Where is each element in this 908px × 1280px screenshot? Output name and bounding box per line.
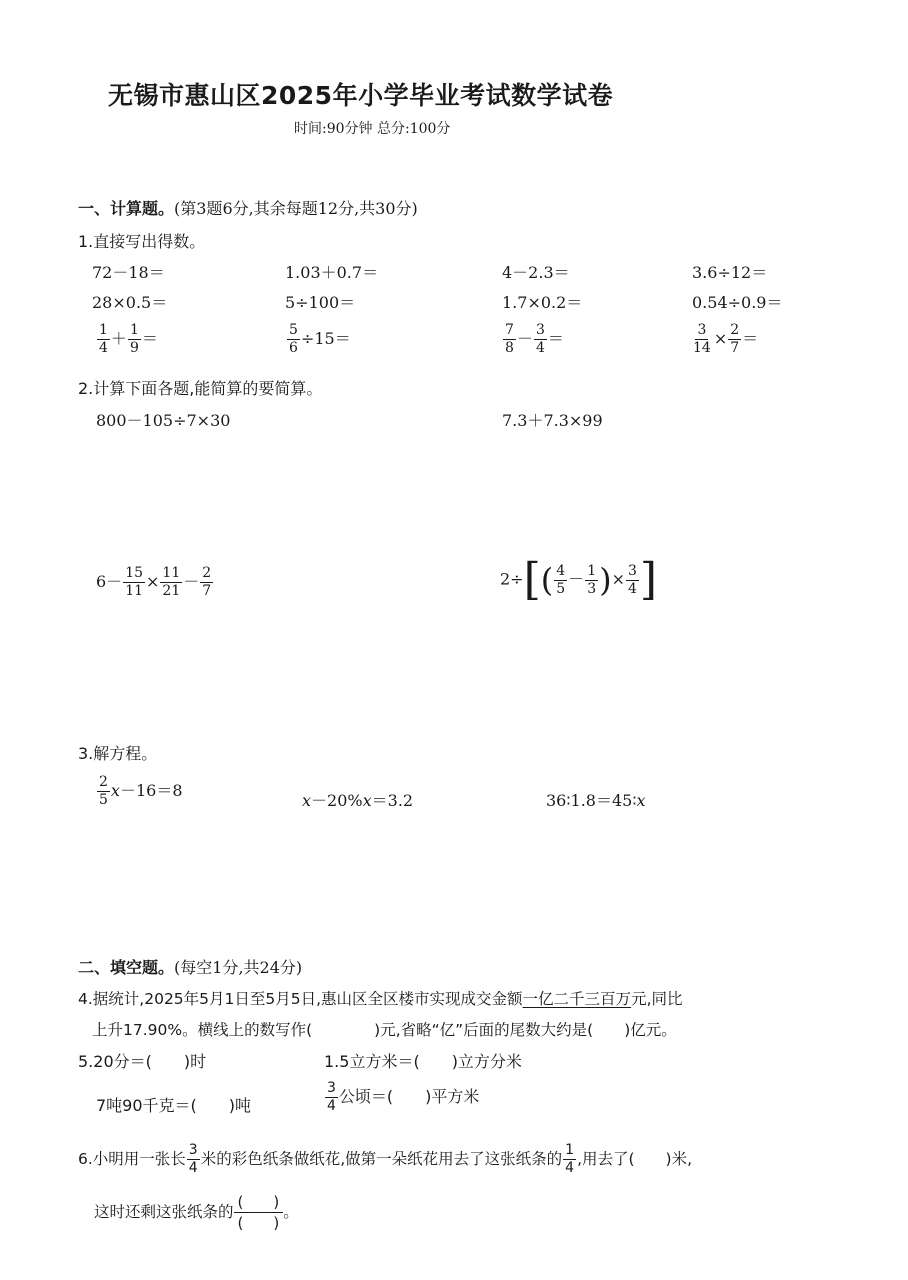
q1-label: 1.直接写出得数。 bbox=[78, 232, 206, 251]
q2-expression: 800－105÷7×30 bbox=[96, 411, 231, 430]
section1-heading bbox=[78, 196, 418, 219]
q3-equation: x－20%x＝3.2 bbox=[302, 791, 414, 810]
q1-item: 72－18＝ bbox=[92, 263, 165, 282]
underlined-amount: 一亿二千三百万 bbox=[522, 990, 632, 1008]
q5-item: 1.5立方米＝( )立方分米 bbox=[324, 1052, 522, 1071]
fraction: $\frac{1}{4}$ bbox=[565, 1142, 575, 1176]
q1-item: 3.6÷12＝ bbox=[692, 263, 768, 282]
fraction: $\frac{3}{4}$ bbox=[327, 1080, 336, 1114]
q1-fraction-item: $\frac{7}{8}$ － $\frac{3}{4}$ ＝ bbox=[505, 322, 564, 356]
q3-equation: 36∶1.8＝45∶x bbox=[546, 791, 646, 810]
section2-title: 二、填空题。 bbox=[78, 958, 175, 977]
fraction: $\frac{3}{4}$ bbox=[188, 1142, 198, 1176]
fraction: $\frac{11}{21}$ bbox=[162, 565, 181, 599]
time-total-info: 时间:90分钟 总分:100分 bbox=[294, 121, 451, 137]
fraction: $\frac{2}{7}$ bbox=[730, 322, 740, 356]
q1-item: 28×0.5＝ bbox=[92, 293, 168, 312]
fraction: $\frac{1}{4}$ bbox=[99, 322, 108, 356]
q1-item: 1.03＋0.7＝ bbox=[285, 263, 379, 282]
fraction: $\frac{3}{4}$ bbox=[628, 562, 637, 597]
q4-line1: 4.据统计,2025年5月1日至5月5日,惠山区全区楼市实现成交金额一亿二千三百万元,同比 bbox=[78, 990, 683, 1008]
fraction: $\frac{5}{6}$ bbox=[289, 322, 298, 356]
section2-heading bbox=[78, 955, 302, 978]
page-title: 无锡市惠山区2025年小学毕业考试数学试卷 bbox=[108, 81, 614, 110]
fraction: $\frac{4}{5}$ bbox=[556, 562, 566, 597]
fraction: $\frac{2}{7}$ bbox=[202, 565, 212, 599]
q1-item: 1.7×0.2＝ bbox=[502, 293, 583, 312]
q2-expression: 7.3＋7.3×99 bbox=[502, 411, 603, 430]
fraction: $\frac{1}{3}$ bbox=[587, 562, 597, 597]
q5-item: 5.20分＝( )时 bbox=[78, 1052, 207, 1071]
fraction: $\frac{3}{4}$ bbox=[535, 322, 545, 356]
q2-expression: 2÷[( $\frac{4}{5}$ － $\frac{1}{3}$ )× $\frac{3}{4}$ ] bbox=[500, 554, 658, 605]
fraction: $\frac{2}{5}$ bbox=[99, 774, 108, 808]
q5-item: $\frac{3}{4}$ 公顷＝( )平方米 bbox=[327, 1080, 480, 1114]
section1-note: (第3题6分,其余每题12分,共30分) bbox=[174, 199, 418, 218]
section2-note: (每空1分,共24分) bbox=[174, 958, 303, 977]
q1-fraction-item: $\frac{5}{6}$ ÷15＝ bbox=[289, 322, 351, 356]
answer-fraction-blank[interactable]: $\frac{( )}{( )}$ bbox=[234, 1192, 284, 1233]
q1-item: 0.54÷0.9＝ bbox=[692, 293, 783, 312]
q1-fraction-item: $\frac{1}{4}$ ＋ $\frac{1}{9}$ ＝ bbox=[99, 322, 158, 356]
q1-item: 5÷100＝ bbox=[285, 293, 356, 312]
q5-item: 7吨90千克＝( )吨 bbox=[96, 1096, 252, 1115]
q3-label: 3.解方程。 bbox=[78, 744, 158, 763]
q1-item: 4－2.3＝ bbox=[502, 263, 570, 282]
fraction: $\frac{1}{9}$ bbox=[129, 322, 139, 356]
fraction: $\frac{3}{14}$ bbox=[693, 322, 711, 356]
q2-label: 2.计算下面各题,能简算的要简算。 bbox=[78, 379, 323, 398]
q4-line2: 上升17.90%。横线上的数写作( )元,省略“亿”后面的尾数大约是( )亿元。 bbox=[92, 1021, 677, 1039]
q6-line2: 这时还剩这张纸条的 $\frac{( )}{( )}$ 。 bbox=[94, 1193, 299, 1232]
q1-fraction-item: $\frac{3}{14}$ × $\frac{2}{7}$ ＝ bbox=[693, 322, 759, 356]
fraction: $\frac{15}{11}$ bbox=[125, 565, 144, 599]
q6-line1: 6.小明用一张长 $\frac{3}{4}$ 米的彩色纸条做纸花,做第一朵纸花用去了这张纸条的 $\frac{1}{4}$ ,用去了( )米, bbox=[78, 1142, 693, 1176]
q2-expression: 6－ $\frac{15}{11}$ × $\frac{11}{21}$ － $\frac{2}{7}$ bbox=[96, 565, 212, 599]
section1-title: 一、计算题。 bbox=[78, 199, 175, 218]
q3-equation: $\frac{2}{5}$ x－16＝8 bbox=[99, 774, 183, 808]
fraction: $\frac{7}{8}$ bbox=[505, 322, 514, 356]
